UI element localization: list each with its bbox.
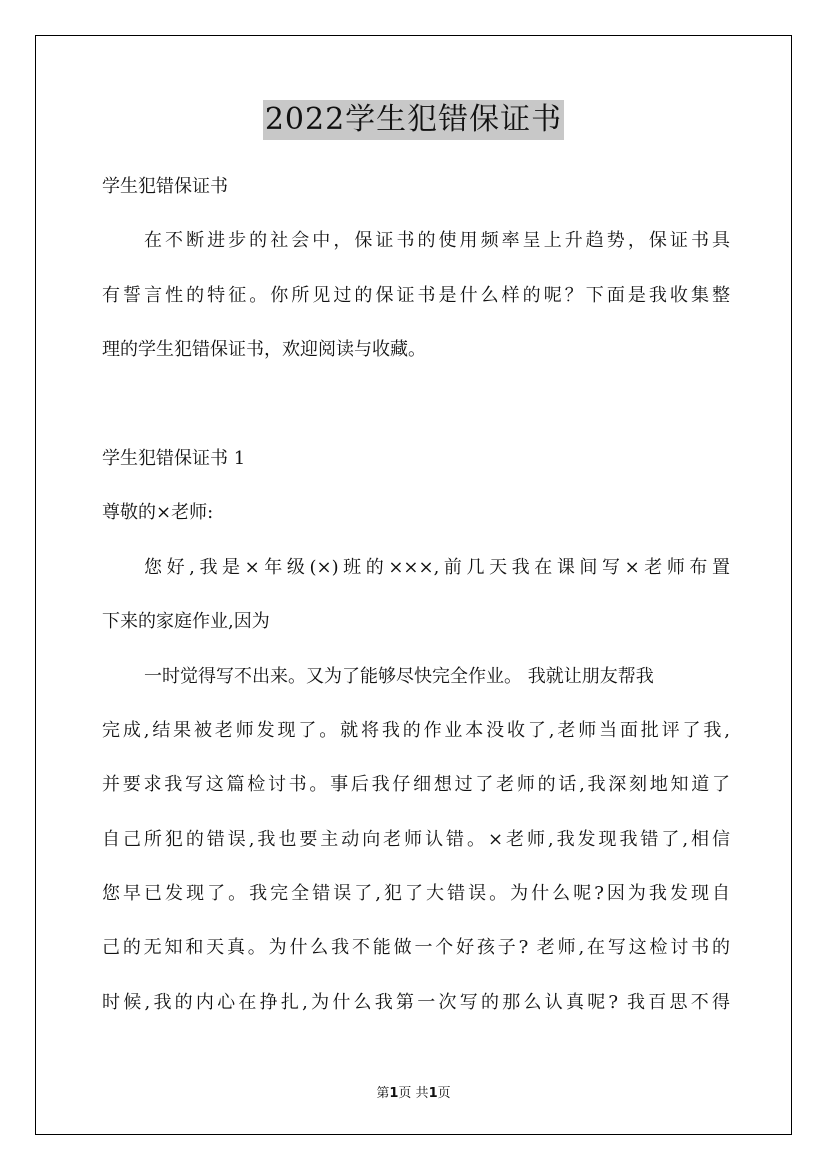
body-line-2: 下来的家庭作业,因为 — [102, 611, 270, 633]
page-current: 1 — [389, 1086, 399, 1101]
subtitle: 学生犯错保证书 — [102, 176, 228, 197]
body-line-7: 您早已发现了。我完全错误了,犯了大错误。为什么呢?因为我发现自 — [102, 883, 730, 905]
body-line-6: 自己所犯的错误,我也要主动向老师认错。×老师,我发现我错了,相信 — [102, 828, 730, 850]
body-line-9: 时候,我的内心在挣扎,为什么我第一次写的那么认真呢? 我百思不得 — [102, 991, 730, 1013]
intro-line-2: 有誓言性的特征。你所见过的保证书是什么样的呢？下面是我收集整 — [102, 284, 730, 306]
body-line-4: 完成,结果被老师发现了。就将我的作业本没收了,老师当面批评了我, — [102, 719, 730, 741]
body-line-3: 一时觉得写不出来。又为了能够尽快完全作业。 我就让朋友帮我 — [144, 665, 654, 687]
page-suffix: 页 — [437, 1086, 451, 1101]
body-line-5: 并要求我写这篇检讨书。事后我仔细想过了老师的话,我深刻地知道了 — [102, 774, 730, 796]
blank-line — [102, 378, 730, 432]
page-footer — [0, 1082, 827, 1101]
intro-line-1: 在不断进步的社会中，保证书的使用频率呈上升趋势，保证书具 — [144, 230, 730, 252]
title-container — [0, 100, 827, 140]
page-mid: 页 共 — [398, 1086, 429, 1101]
section-heading: 学生犯错保证书 1 — [102, 447, 246, 469]
document-body — [102, 160, 730, 1030]
document-title: 2022学生犯错保证书 — [263, 100, 564, 140]
salutation: 尊敬的×老师: — [102, 502, 214, 524]
body-line-1: 您好,我是×年级(×)班的×××,前几天我在课间写×老师布置 — [144, 556, 730, 578]
intro-line-3: 理的学生犯错保证书，欢迎阅读与收藏。 — [102, 339, 426, 361]
page-total: 1 — [428, 1086, 438, 1101]
page-prefix: 第 — [376, 1086, 390, 1101]
body-line-8: 己的无知和天真。为什么我不能做一个好孩子? 老师,在写这检讨书的 — [102, 937, 730, 959]
